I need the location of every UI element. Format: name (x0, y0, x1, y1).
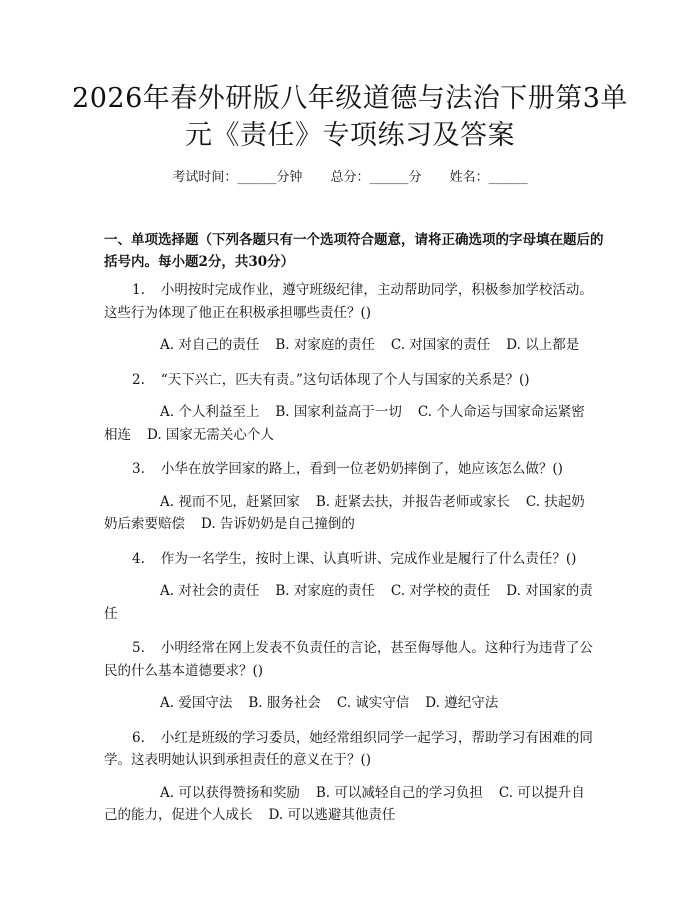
question-text: 小明经常在网上发表不负责任的言论，甚至侮辱他人。这种行为违背了公民的什么基本道德要求？() (104, 640, 593, 679)
total-score-field: 总分：______分 (330, 170, 422, 185)
exam-meta (0, 168, 700, 188)
option-d: D. 以上都是 (506, 337, 580, 353)
option-b: B. 对家庭的责任 (275, 583, 375, 599)
option-c: C. 对国家的责任 (390, 337, 491, 353)
option-a: A. 个人利益至上 (160, 404, 260, 420)
option-c: C. 个人命运与国家命运紧密相连 (104, 404, 585, 443)
question-text: 小明按时完成作业，遵守班级纪律，主动帮助同学，积极参加学校活动。这些行为体现了他正在积极承担哪些责任？() (104, 282, 593, 321)
question-number: 5. (132, 640, 145, 656)
question-text: 小红是班级的学习委员，她经常组织同学一起学习，帮助学习有困难的同学。这表明她认识到承担责任的意义在于？() (104, 729, 593, 768)
option-b: B. 国家利益高于一切 (275, 404, 402, 420)
section-heading: 一、单项选择题（下列各题只有一个选项符合题意，请将正确选项的字母填在题后的括号内。每小题2分，共30分） (104, 232, 604, 270)
options-6 (104, 782, 598, 827)
option-c: C. 扶起奶奶后索要赔偿 (104, 493, 585, 532)
question-number: 4. (132, 550, 145, 567)
option-c: C. 对学校的责任 (390, 583, 491, 599)
option-d: D. 告诉奶奶是自己撞倒的 (201, 516, 355, 532)
question-list (104, 279, 598, 839)
option-b: B. 可以减轻自己的学习负担 (315, 784, 483, 801)
option-d: D. 遵纪守法 (425, 695, 499, 711)
question-2 (104, 369, 598, 392)
option-c: C. 可以提升自己的能力，促进个人成长 (104, 784, 585, 823)
question-text: “天下兴亡，匹夫有责。”这句话体现了个人与国家的关系是？() (160, 371, 530, 388)
options-2 (104, 401, 598, 446)
question-text: 小华在放学回家的路上，看到一位老奶奶摔倒了，她应该怎么做？() (160, 461, 563, 477)
student-name-field: 姓名：______ (449, 170, 528, 185)
question-number: 6. (132, 729, 145, 746)
option-a: A. 对社会的责任 (160, 583, 260, 599)
options-5 (104, 692, 598, 715)
question-3 (104, 458, 598, 481)
option-b: B. 服务社会 (248, 695, 321, 711)
option-a: A. 对自己的责任 (160, 337, 260, 353)
question-text: 作为一名学生，按时上课、认真听讲、完成作业是履行了什么责任？() (160, 550, 577, 567)
question-1 (104, 279, 598, 324)
question-number: 2. (132, 371, 145, 388)
option-d: D. 对国家的责任 (104, 583, 593, 622)
option-d: D. 可以逃避其他责任 (268, 807, 396, 823)
question-number: 1. (132, 282, 145, 298)
option-a: A. 视而不见，赶紧回家 (160, 493, 300, 510)
option-d: D. 国家无需关心个人 (147, 426, 274, 443)
option-a: A. 可以获得赞扬和奖励 (160, 784, 300, 801)
option-b: B. 对家庭的责任 (275, 337, 375, 353)
question-4 (104, 548, 598, 571)
option-c: C. 诚实守信 (336, 695, 410, 711)
exam-time-field: 考试时间：______分钟 (172, 170, 303, 185)
document-title: 2026年春外研版八年级道德与法治下册第3单元《责任》专项练习及答案 (72, 83, 628, 151)
options-4 (104, 580, 598, 625)
question-6 (104, 727, 598, 772)
options-3 (104, 491, 598, 536)
option-b: B. 赶紧去扶，并报告老师或家长 (315, 493, 510, 510)
question-number: 3. (132, 461, 145, 477)
question-5 (104, 637, 598, 682)
options-1 (104, 334, 598, 357)
option-a: A. 爱国守法 (160, 695, 233, 711)
